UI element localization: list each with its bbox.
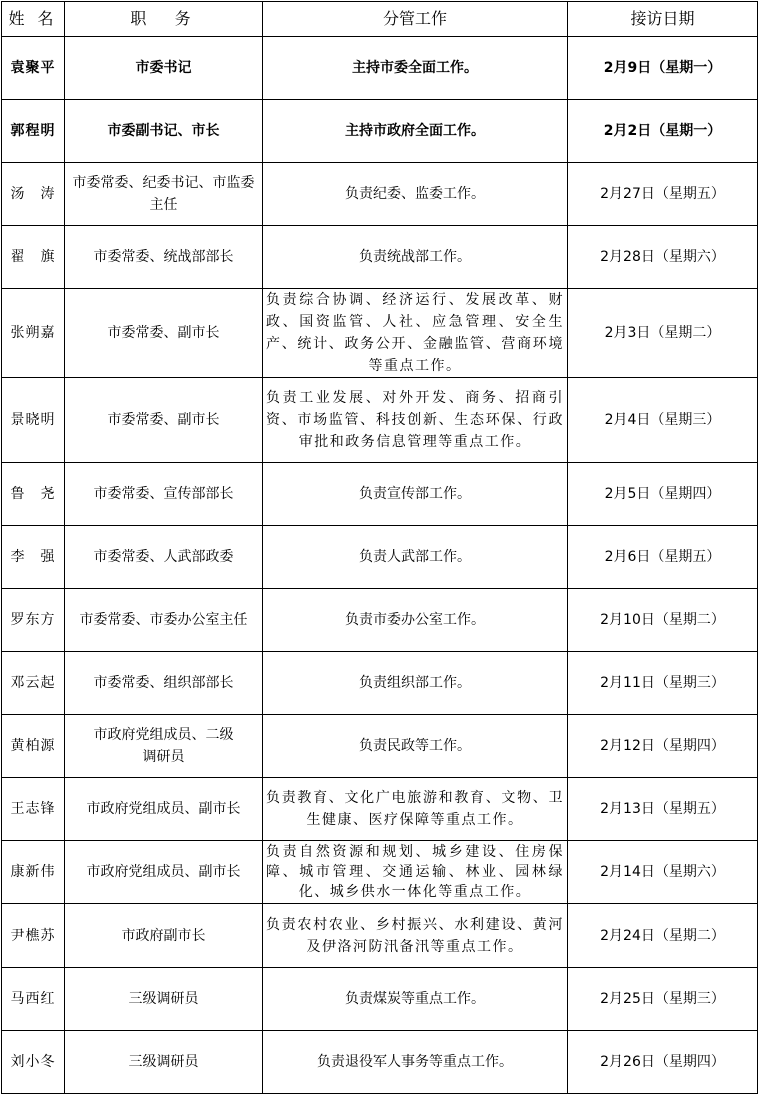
cell-name: 黄柏源 (2, 715, 65, 778)
cell-name: 邓云起 (2, 652, 65, 715)
cell-date: 2月10日（星期二） (568, 589, 758, 652)
cell-name: 刘小冬 (2, 1031, 65, 1094)
cell-duties: 负责民政等工作。 (263, 715, 568, 778)
header-row (2, 2, 758, 37)
cell-name: 罗东方 (2, 589, 65, 652)
cell-date: 2月13日（星期五） (568, 778, 758, 841)
table-row (2, 226, 758, 289)
cell-name: 汤 涛 (2, 163, 65, 226)
cell-name: 袁聚平 (2, 37, 65, 100)
cell-date: 2月14日（星期六） (568, 841, 758, 904)
cell-position: 市委常委、组织部部长 (65, 652, 263, 715)
table-row (2, 841, 758, 904)
cell-date: 2月27日（星期五） (568, 163, 758, 226)
cell-position: 市政府副市长 (65, 904, 263, 968)
cell-date: 2月25日（星期三） (568, 968, 758, 1031)
table-row (2, 968, 758, 1031)
table-row (2, 1031, 758, 1094)
cell-name: 尹樵苏 (2, 904, 65, 968)
cell-date: 2月5日（星期四） (568, 463, 758, 526)
cell-date: 2月3日（星期二） (568, 289, 758, 378)
cell-duties: 负责统战部工作。 (263, 226, 568, 289)
cell-duties: 负责市委办公室工作。 (263, 589, 568, 652)
cell-duties: 负责综合协调、经济运行、发展改革、财政、国资监管、人社、应急管理、安全生产、统计、政务公开、金融监管、营商环境等重点工作。 (263, 289, 568, 378)
cell-date: 2月9日（星期一） (568, 37, 758, 100)
cell-position: 市委书记 (65, 37, 263, 100)
table-row (2, 778, 758, 841)
cell-duties: 负责人武部工作。 (263, 526, 568, 589)
cell-duties: 负责退役军人事务等重点工作。 (263, 1031, 568, 1094)
cell-name: 马西红 (2, 968, 65, 1031)
header-date: 接访日期 (568, 2, 758, 37)
header-position: 职 务 (65, 2, 263, 37)
cell-date: 2月24日（星期二） (568, 904, 758, 968)
cell-duties: 主持市委全面工作。 (263, 37, 568, 100)
table-row (2, 904, 758, 968)
cell-date: 2月12日（星期四） (568, 715, 758, 778)
cell-duties: 负责自然资源和规划、城乡建设、住房保障、城市管理、交通运输、林业、园林绿化、城乡供水一体化等重点工作。 (263, 841, 568, 904)
table-row (2, 652, 758, 715)
cell-date: 2月6日（星期五） (568, 526, 758, 589)
cell-duties: 负责教育、文化广电旅游和教育、文物、卫生健康、医疗保障等重点工作。 (263, 778, 568, 841)
cell-duties: 负责纪委、监委工作。 (263, 163, 568, 226)
table-row (2, 463, 758, 526)
cell-duties: 负责农村农业、乡村振兴、水利建设、黄河及伊洛河防汛备汛等重点工作。 (263, 904, 568, 968)
cell-position: 市政府党组成员、副市长 (65, 778, 263, 841)
table-row (2, 163, 758, 226)
cell-position: 三级调研员 (65, 968, 263, 1031)
cell-position: 市委常委、纪委书记、市监委主任 (65, 163, 263, 226)
table-row (2, 526, 758, 589)
cell-name: 翟 旗 (2, 226, 65, 289)
table-row (2, 715, 758, 778)
cell-name: 李 强 (2, 526, 65, 589)
reception-schedule-table (1, 1, 758, 1094)
cell-name: 景晓明 (2, 378, 65, 463)
cell-duties: 负责工业发展、对外开发、商务、招商引资、市场监管、科技创新、生态环保、行政审批和政务信息管理等重点工作。 (263, 378, 568, 463)
header-name: 姓 名 (2, 2, 65, 37)
cell-name: 王志锋 (2, 778, 65, 841)
table-row (2, 378, 758, 463)
cell-name: 鲁 尧 (2, 463, 65, 526)
header-duties: 分管工作 (263, 2, 568, 37)
cell-position: 市委常委、宣传部部长 (65, 463, 263, 526)
cell-position: 市委副书记、市长 (65, 100, 263, 163)
table-row (2, 37, 758, 100)
cell-name: 康新伟 (2, 841, 65, 904)
cell-duties: 负责宣传部工作。 (263, 463, 568, 526)
cell-duties: 负责组织部工作。 (263, 652, 568, 715)
cell-date: 2月11日（星期三） (568, 652, 758, 715)
cell-name: 张朔嘉 (2, 289, 65, 378)
cell-position: 市政府党组成员、二级调研员 (65, 715, 263, 778)
cell-date: 2月26日（星期四） (568, 1031, 758, 1094)
cell-date: 2月4日（星期三） (568, 378, 758, 463)
cell-position: 市委常委、副市长 (65, 378, 263, 463)
cell-position: 市委常委、副市长 (65, 289, 263, 378)
cell-position: 市委常委、市委办公室主任 (65, 589, 263, 652)
table-row (2, 589, 758, 652)
table-row (2, 100, 758, 163)
cell-position: 市委常委、统战部部长 (65, 226, 263, 289)
cell-duties: 负责煤炭等重点工作。 (263, 968, 568, 1031)
cell-name: 郭程明 (2, 100, 65, 163)
cell-position: 市委常委、人武部政委 (65, 526, 263, 589)
cell-date: 2月28日（星期六） (568, 226, 758, 289)
cell-date: 2月2日（星期一） (568, 100, 758, 163)
cell-position: 三级调研员 (65, 1031, 263, 1094)
cell-duties: 主持市政府全面工作。 (263, 100, 568, 163)
cell-position: 市政府党组成员、副市长 (65, 841, 263, 904)
table-row (2, 289, 758, 378)
